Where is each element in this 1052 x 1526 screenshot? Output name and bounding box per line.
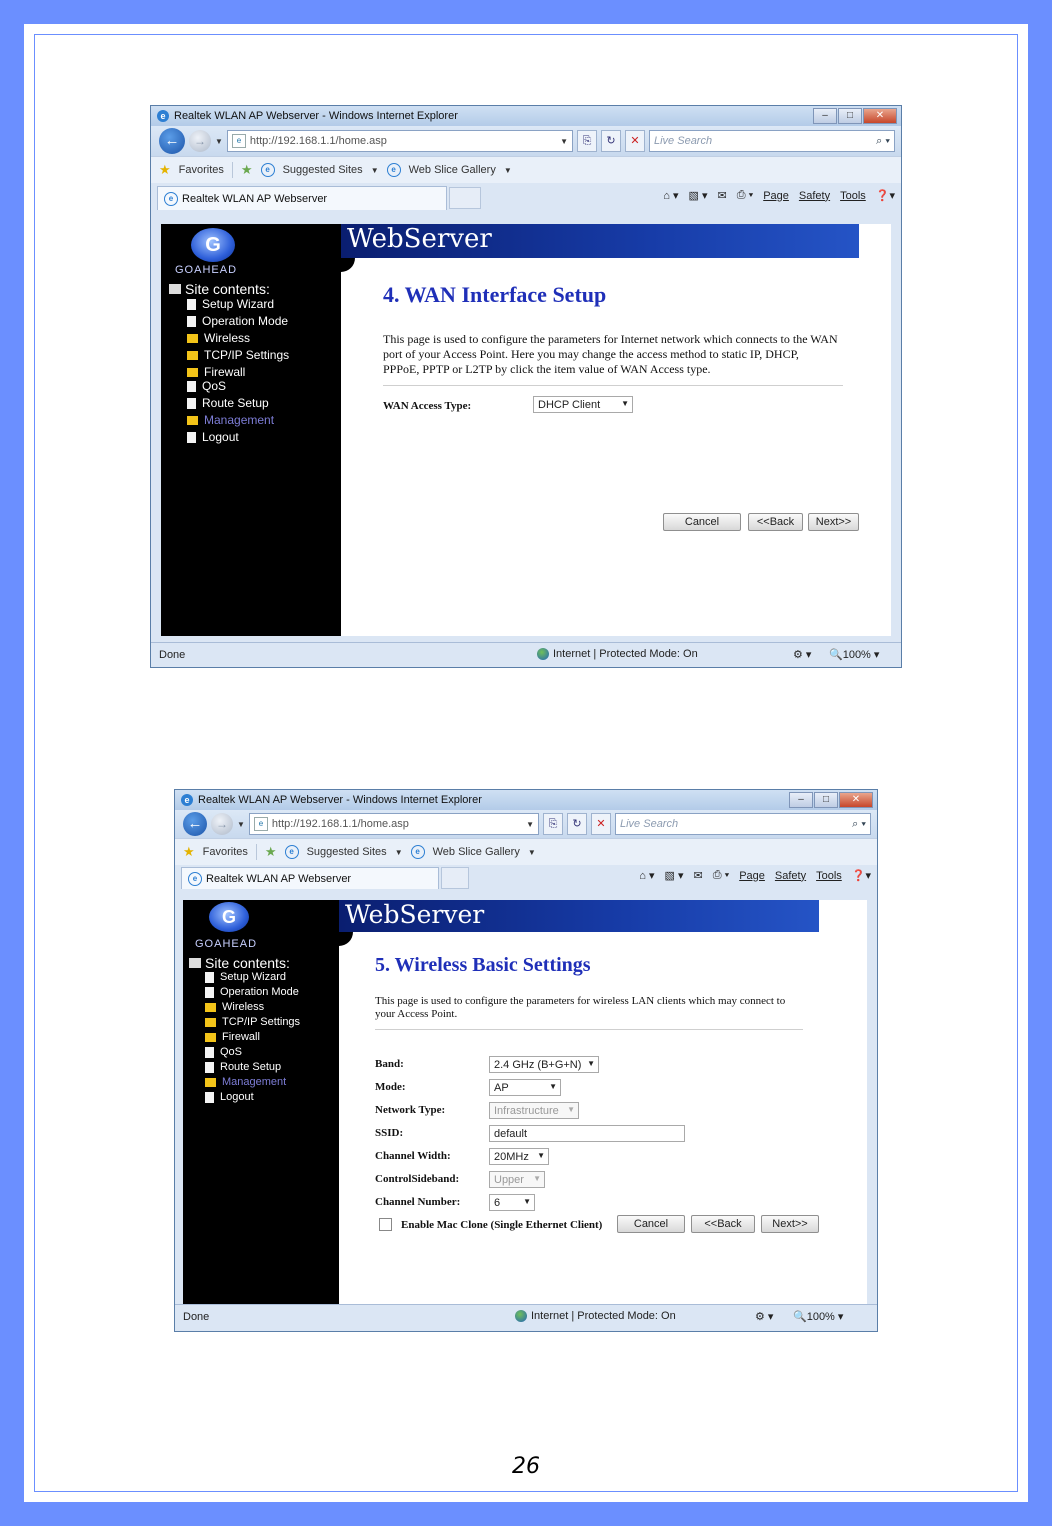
cancel-button[interactable]: Cancel [617, 1215, 685, 1233]
back-nav-button[interactable]: ← [183, 812, 207, 836]
suggested-sites-link[interactable]: Suggested Sites [306, 846, 387, 858]
print-icon[interactable]: ⎙ ▾ [736, 189, 754, 201]
divider [232, 162, 233, 178]
folder-icon [205, 1033, 216, 1042]
document-icon [205, 1092, 214, 1103]
divider [256, 844, 257, 860]
search-placeholder: Live Search [620, 818, 679, 830]
document-icon [187, 398, 196, 409]
document-icon [187, 432, 196, 443]
folder-icon [187, 351, 198, 360]
nav-list [169, 298, 289, 443]
next-button[interactable]: Next>> [808, 513, 859, 531]
window-titlebar [151, 106, 901, 126]
status-text: Done [183, 1311, 210, 1323]
nav-item-operation-mode[interactable]: Operation Mode [205, 987, 300, 998]
tab-bar [175, 865, 877, 891]
page-icon: e [232, 134, 246, 148]
channel-number-label: Channel Number: [375, 1196, 461, 1208]
mac-clone-label: Enable Mac Clone (Single Ethernet Client) [401, 1219, 603, 1231]
zoom-level[interactable]: 🔍100% ▾ [829, 649, 880, 661]
page-menu[interactable]: Page [739, 869, 765, 882]
goahead-logo-icon: G [209, 902, 249, 932]
favorites-bar [175, 838, 877, 865]
goahead-logo-text: GOAHEAD [175, 264, 238, 276]
browser-window-wireless-basic [174, 789, 878, 1332]
site-contents-heading: Site contents: [189, 956, 300, 970]
nav-item-firewall[interactable]: Firewall [187, 366, 289, 378]
divider [375, 1029, 803, 1030]
page-description: This page is used to configure the parameters for wireless LAN clients which may connect to your Access Point. [375, 995, 786, 1020]
status-bar [151, 642, 901, 667]
web-slice-icon: e [387, 163, 401, 177]
minimize-button[interactable]: – [813, 108, 837, 124]
goahead-logo-icon: G [191, 228, 235, 262]
suggested-sites-icon: e [261, 163, 275, 177]
add-favorite-icon[interactable]: ★ [240, 162, 253, 177]
tree-root-icon [169, 284, 181, 294]
folder-icon [187, 334, 198, 343]
help-icon[interactable]: ❓▾ [851, 870, 871, 882]
protected-mode-icon[interactable]: ⚙ ▾ [793, 649, 812, 661]
browser-tab[interactable] [181, 867, 439, 889]
control-sideband-label: ControlSideband: [375, 1173, 460, 1185]
nav-list [189, 972, 300, 1103]
compatibility-icon[interactable]: ⎘ [577, 130, 597, 152]
maximize-button[interactable]: □ [814, 792, 838, 808]
url-dropdown-icon[interactable]: ▼ [560, 136, 568, 146]
mode-label: Mode: [375, 1081, 406, 1093]
mode-select[interactable]: AP ▼ [489, 1079, 561, 1096]
band-select[interactable]: 2.4 GHz (B+G+N) ▼ [489, 1056, 599, 1073]
sidebar [161, 224, 341, 636]
security-zone: Internet | Protected Mode: On [537, 648, 698, 660]
window-controls [813, 108, 897, 124]
chevron-down-icon: ▼ [533, 1174, 541, 1183]
ie-logo-icon: e [181, 794, 193, 806]
main-panel [375, 954, 815, 1030]
address-bar [151, 126, 901, 156]
page-heading: 4. WAN Interface Setup [383, 282, 607, 307]
stop-icon[interactable]: ✕ [591, 813, 611, 835]
folder-icon [187, 368, 198, 377]
nav-item-wireless[interactable]: Wireless [187, 332, 289, 344]
banner-corner [341, 258, 355, 272]
folder-icon [205, 1078, 216, 1087]
ie-logo-icon: e [157, 110, 169, 122]
document-icon [205, 1047, 214, 1058]
tab-ie-icon: e [188, 872, 202, 886]
nav-item-route-setup[interactable]: Route Setup [205, 1062, 300, 1073]
wan-access-row [383, 396, 853, 436]
document-icon [187, 316, 196, 327]
refresh-icon[interactable]: ↻ [601, 130, 621, 152]
main-panel [383, 282, 853, 436]
mail-icon[interactable]: ✉ [693, 870, 703, 882]
add-favorite-icon[interactable]: ★ [264, 844, 277, 859]
favorites-button[interactable]: Favorites [202, 846, 248, 858]
maximize-button[interactable]: □ [838, 108, 862, 124]
protected-mode-icon[interactable]: ⚙ ▾ [755, 1311, 774, 1323]
network-type-label: Network Type: [375, 1104, 446, 1116]
document-icon [187, 299, 196, 310]
site-contents-heading: Site contents: [169, 282, 289, 296]
feeds-icon[interactable]: ▧ ▾ [664, 870, 684, 882]
network-type-select[interactable]: Infrastructure ▼ [489, 1102, 579, 1119]
favorites-star-icon[interactable]: ★ [159, 162, 171, 177]
browser-window-wan-setup [150, 105, 902, 668]
forward-nav-button[interactable]: → [189, 130, 211, 152]
search-icon[interactable]: ⌕ ▾ [876, 134, 890, 147]
channel-number-select[interactable]: 6 ▼ [489, 1194, 535, 1211]
nav-item-firewall[interactable]: Firewall [205, 1032, 300, 1043]
nav-item-operation-mode[interactable]: Operation Mode [187, 315, 289, 327]
suggested-sites-icon: e [285, 845, 299, 859]
globe-icon [537, 648, 549, 660]
safety-menu[interactable]: Safety [774, 869, 807, 882]
favorites-star-icon[interactable]: ★ [183, 844, 195, 859]
search-field[interactable] [615, 813, 871, 835]
document-icon [187, 381, 196, 392]
band-label: Band: [375, 1058, 404, 1070]
window-titlebar [175, 790, 877, 810]
page-menu[interactable]: Page [763, 189, 789, 202]
safety-menu[interactable]: Safety [798, 189, 831, 202]
window-controls [789, 792, 873, 808]
folder-icon [205, 1018, 216, 1027]
chevron-down-icon: ▼ [621, 399, 629, 408]
wan-access-type-select[interactable]: DHCP Client ▼ [533, 396, 633, 413]
next-button[interactable]: Next>> [761, 1215, 819, 1233]
home-icon[interactable]: ⌂ ▾ [663, 190, 679, 202]
mail-icon[interactable]: ✉ [717, 190, 727, 202]
page-description: This page is used to configure the parameters for Internet network which connects to the WAN port of your Access Point. Here you may change the access method to static IP, DHCP, PPPoE, PPTP or L2TP by click the item value of WAN Access type. [383, 332, 838, 376]
document-icon [205, 987, 214, 998]
web-content [161, 224, 891, 636]
nav-item-management[interactable]: Management [205, 1077, 300, 1088]
security-zone: Internet | Protected Mode: On [515, 1310, 676, 1322]
ssid-input[interactable]: default [489, 1125, 685, 1142]
tools-menu[interactable]: Tools [840, 189, 866, 202]
chevron-down-icon: ▼ [537, 1151, 545, 1160]
window-title: Realtek WLAN AP Webserver - Windows Internet Explorer [174, 110, 458, 122]
back-button[interactable]: <<Back [748, 513, 803, 531]
url-field[interactable] [227, 130, 573, 152]
url-text: http://192.168.1.1/home.asp [249, 135, 387, 147]
favorites-bar [151, 156, 901, 183]
nav-item-logout[interactable]: Logout [205, 1092, 300, 1103]
channel-width-label: Channel Width: [375, 1150, 451, 1162]
tools-menu[interactable]: Tools [816, 869, 842, 882]
search-icon[interactable]: ⌕ ▾ [852, 817, 866, 830]
chevron-down-icon: ▼ [549, 1082, 557, 1091]
print-icon[interactable]: ⎙ ▾ [712, 869, 730, 881]
stop-icon[interactable]: ✕ [625, 130, 645, 152]
command-bar [663, 189, 895, 202]
folder-icon [205, 1003, 216, 1012]
tab-title: Realtek WLAN AP Webserver [206, 872, 352, 885]
refresh-icon[interactable]: ↻ [567, 813, 587, 835]
goahead-logo-text: GOAHEAD [195, 938, 258, 950]
nav-item-route-setup[interactable]: Route Setup [187, 397, 289, 409]
nav-item-setup-wizard[interactable]: Setup Wizard [205, 972, 300, 983]
chevron-down-icon: ▼ [567, 1105, 575, 1114]
page-icon: e [254, 817, 268, 831]
status-bar [175, 1304, 877, 1331]
status-text: Done [159, 649, 186, 661]
tree-root-icon [189, 958, 201, 968]
document-icon [205, 1062, 214, 1073]
tab-title: Realtek WLAN AP Webserver [182, 192, 328, 205]
globe-icon [515, 1310, 527, 1322]
close-button[interactable]: ✕ [839, 792, 873, 808]
web-slice-gallery-link[interactable]: Web Slice Gallery [408, 164, 496, 176]
cancel-button[interactable]: Cancel [663, 513, 741, 531]
chevron-down-icon: ▼ [523, 1197, 531, 1206]
minimize-button[interactable]: – [789, 792, 813, 808]
nav-item-qos[interactable]: QoS [187, 380, 289, 392]
chevron-down-icon[interactable]: ▼ [370, 165, 379, 175]
channel-width-select[interactable]: 20MHz ▼ [489, 1148, 549, 1165]
control-sideband-select[interactable]: Upper ▼ [489, 1171, 545, 1188]
browser-tab[interactable] [157, 186, 447, 210]
site-tree [169, 282, 289, 443]
chevron-down-icon[interactable]: ▼ [394, 847, 403, 857]
compatibility-icon[interactable]: ⎘ [543, 813, 563, 835]
nav-item-setup-wizard[interactable]: Setup Wizard [187, 298, 289, 310]
web-slice-icon: e [411, 845, 425, 859]
history-dropdown-icon[interactable]: ▼ [215, 136, 223, 146]
address-bar [175, 810, 877, 838]
banner-title: WebServer [345, 900, 485, 929]
sidebar [183, 900, 339, 1305]
url-text: http://192.168.1.1/home.asp [271, 818, 409, 830]
feeds-icon[interactable]: ▧ ▾ [688, 190, 708, 202]
new-tab-button[interactable] [449, 187, 481, 209]
document-icon [205, 972, 214, 983]
page-heading: 5. Wireless Basic Settings [375, 954, 591, 976]
tab-bar [151, 183, 901, 213]
suggested-sites-link[interactable]: Suggested Sites [282, 164, 363, 176]
new-tab-button[interactable] [441, 867, 469, 889]
back-nav-button[interactable]: ← [159, 128, 185, 154]
mac-clone-checkbox[interactable] [379, 1218, 392, 1231]
nav-item-tcpip-settings[interactable]: TCP/IP Settings [187, 349, 289, 361]
webserver-banner [339, 900, 819, 932]
nav-item-wireless[interactable]: Wireless [205, 1002, 300, 1013]
url-field[interactable] [249, 813, 539, 835]
folder-icon [187, 416, 198, 425]
zoom-level[interactable]: 🔍100% ▾ [793, 1311, 844, 1323]
web-slice-gallery-link[interactable]: Web Slice Gallery [432, 846, 520, 858]
search-field[interactable] [649, 130, 895, 152]
site-tree [189, 956, 300, 1103]
nav-item-management[interactable]: Management [187, 414, 289, 426]
chevron-down-icon[interactable]: ▼ [503, 165, 512, 175]
ssid-label: SSID: [375, 1127, 404, 1139]
banner-corner [339, 932, 353, 946]
history-dropdown-icon[interactable]: ▼ [237, 819, 245, 829]
url-dropdown-icon[interactable]: ▼ [526, 819, 534, 829]
help-icon[interactable]: ❓▾ [875, 190, 895, 202]
nav-item-tcpip-settings[interactable]: TCP/IP Settings [205, 1017, 300, 1028]
forward-nav-button[interactable]: → [211, 813, 233, 835]
wan-access-type-label: WAN Access Type: [383, 400, 472, 412]
back-button[interactable]: <<Back [691, 1215, 755, 1233]
window-title: Realtek WLAN AP Webserver - Windows Internet Explorer [198, 794, 482, 806]
webserver-banner [341, 224, 859, 258]
search-placeholder: Live Search [654, 135, 713, 147]
web-content [183, 900, 867, 1305]
close-button[interactable]: ✕ [863, 108, 897, 124]
chevron-down-icon: ▼ [587, 1059, 595, 1068]
banner-title: WebServer [347, 224, 492, 254]
divider [383, 385, 843, 386]
command-bar [639, 869, 871, 882]
home-icon[interactable]: ⌂ ▾ [639, 870, 655, 882]
tab-ie-icon: e [164, 192, 178, 206]
nav-item-logout[interactable]: Logout [187, 431, 289, 443]
chevron-down-icon[interactable]: ▼ [527, 847, 536, 857]
page-number: 26 [512, 1454, 540, 1479]
favorites-button[interactable]: Favorites [178, 164, 224, 176]
nav-item-qos[interactable]: QoS [205, 1047, 300, 1058]
